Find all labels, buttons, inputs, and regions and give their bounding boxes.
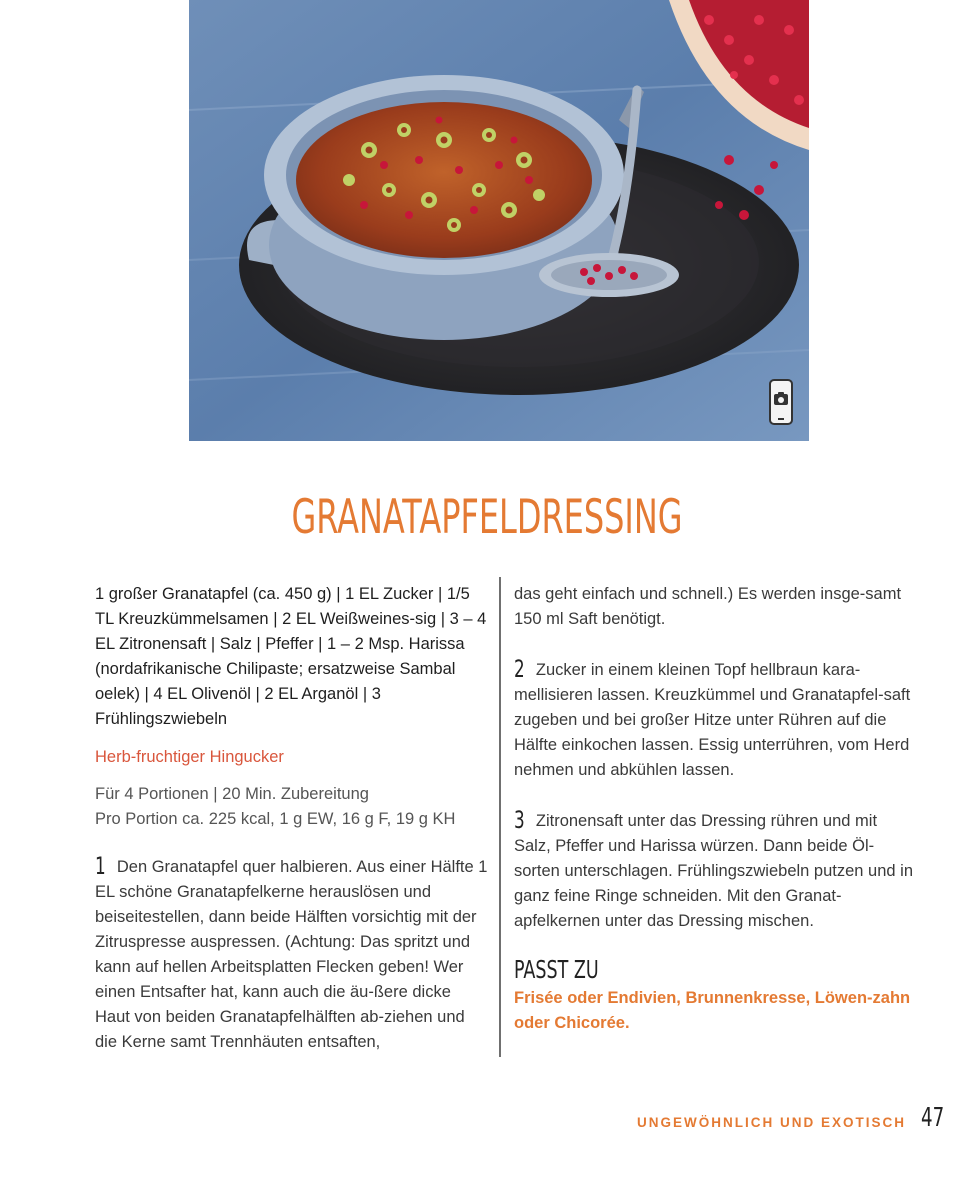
smartphone-camera-icon[interactable]	[769, 379, 793, 425]
nutrition-info: Pro Portion ca. 225 kcal, 1 g EW, 16 g F, 19 g KH	[95, 810, 456, 828]
recipe-title: GRANATAPFELDRESSING	[291, 490, 683, 545]
column-divider	[499, 577, 501, 1057]
step-number: 3	[514, 806, 525, 834]
step-1-continued: das geht einfach und schnell.) Es werden insge-samt 150 ml Saft benötigt.	[514, 585, 902, 628]
phone-home-button	[778, 418, 784, 420]
passt-zu-heading: PASST ZU	[514, 955, 599, 984]
step-text: Zucker in einem kleinen Topf hellbraun kara-mellisieren lassen. Kreuzkümmel und Granatapfel-saft zugeben und bei großer Hitze unter Rühren auf die Hälfte einkochen lassen. Essig unterrühren, vom Herd nehmen und abkühlen lassen.	[514, 661, 911, 779]
portions-and-time: Für 4 Portionen | 20 Min. Zubereitung	[95, 785, 369, 803]
step-3	[514, 808, 914, 934]
step-2	[514, 657, 914, 783]
left-column	[95, 582, 490, 1055]
footer-section-title: UNGEWÖHNLICH UND EXOTISCH	[637, 1115, 906, 1130]
passt-zu-text: Frisée oder Endivien, Brunnenkresse, Löwen-zahn oder Chicorée.	[514, 989, 911, 1032]
step-text: Zitronensaft unter das Dressing rühren und mit Salz, Pfeffer und Harissa würzen. Dann beide Öl-sorten unterschlagen. Frühlingszwiebeln putzen und in ganz feine Ringe schneiden. Mit den Granat-apfelkernen unter das Dressing mischen.	[514, 812, 913, 930]
camera-icon	[774, 394, 788, 405]
step-number: 1	[95, 852, 106, 880]
step-text: Den Granatapfel quer halbieren. Aus einer Hälfte 1 EL schöne Granatapfelkerne herauslösen und beiseitestellen, dann beide Hälften vorsichtig mit der Zitruspresse auspressen. (Achtung: Das spritzt und kann auf hellen Arbeitsplatten Flecken geben! Wer einen Entsafter hat, kann auch die äu-ßere dicke Haut von beiden Granatapfelhälften ab-ziehen und die Kerne samt Trennhäuten entsaften,	[95, 858, 488, 1051]
right-column	[514, 582, 914, 1036]
step-1	[95, 854, 490, 1055]
recipe-photo	[189, 0, 809, 441]
step-number: 2	[514, 655, 525, 683]
page-number: 47	[921, 1103, 945, 1133]
portions-info	[95, 782, 490, 832]
ingredients-list: 1 großer Granatapfel (ca. 450 g) | 1 EL Zucker | 1/5 TL Kreuzkümmelsamen | 2 EL Weißweines-sig | 3 – 4 EL Zitronensaft | Salz | Pfeffer | 1 – 2 Msp. Harissa (nordafrikanische Chilipaste; ersatzweise Sambal oelek) | 4 EL Olivenöl | 2 EL Arganöl | 3 Frühlingszwiebeln	[95, 585, 487, 728]
recipe-subheading: Herb-fruchtiger Hingucker	[95, 748, 284, 766]
